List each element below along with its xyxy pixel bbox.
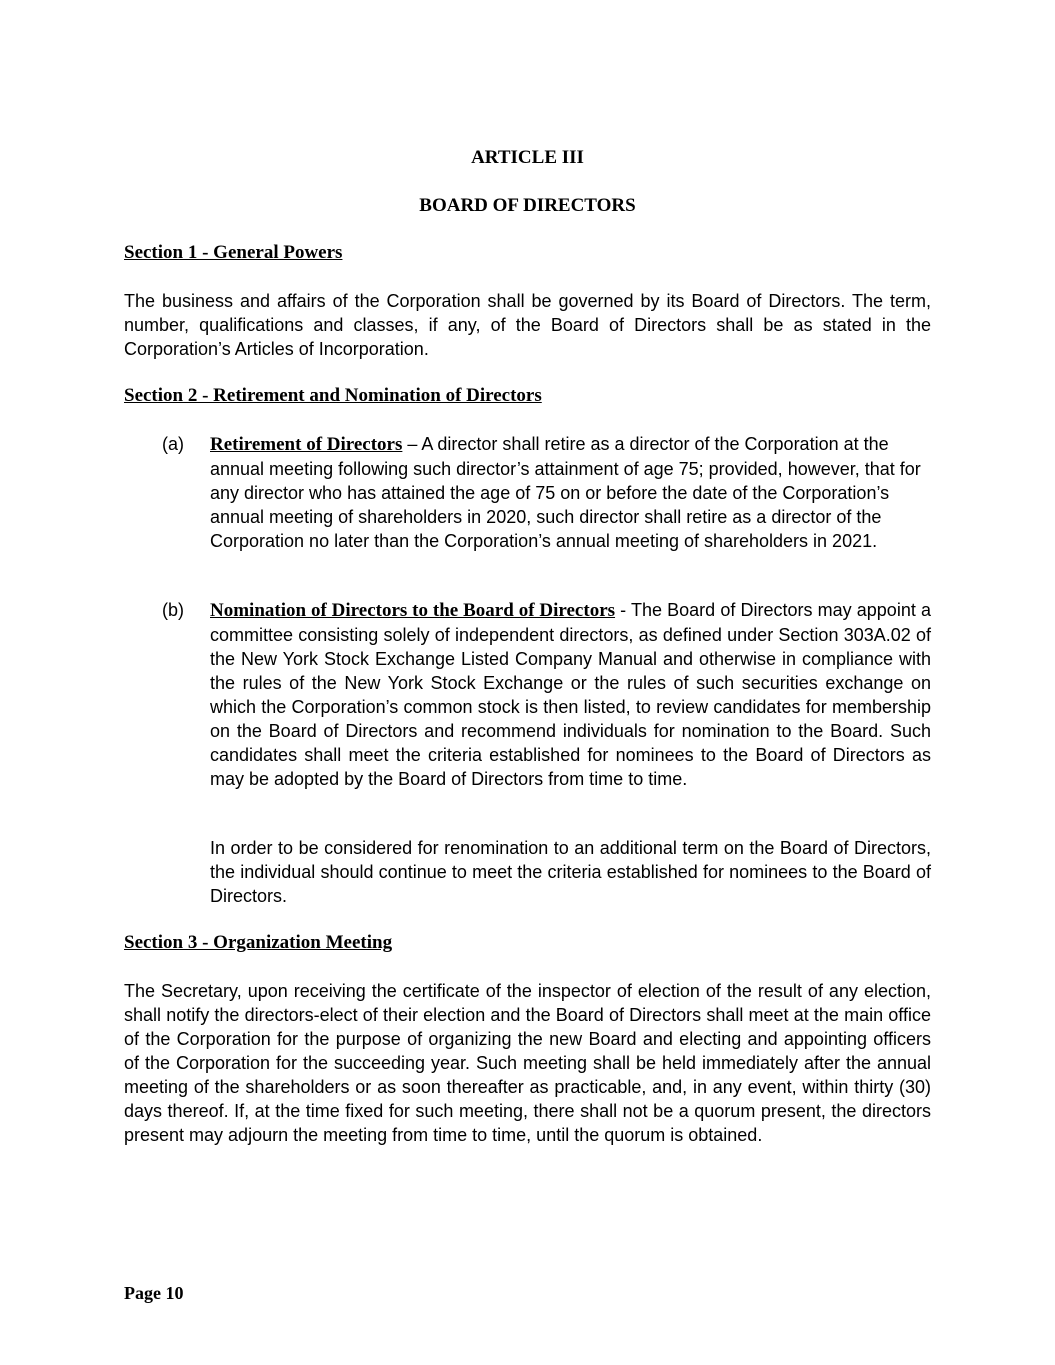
- item-a-body: [210, 432, 931, 553]
- article-title: BOARD OF DIRECTORS: [419, 195, 636, 216]
- page-number: Page 10: [124, 1283, 184, 1303]
- item-a-text: – A director shall retire as a director of the Corporation at the annual meeting following such director’s attainment of age 75; provided, however, that for any director who has attained the age of 75 on or before the date of the Corporation’s annual meeting of shareholders in 2020, such director shall retire as a director of the Corporation no later than the Corporation’s annual meeting of shareholders in 2021.: [210, 434, 921, 551]
- section-3-heading: Section 3 - Organization Meeting: [124, 932, 393, 953]
- item-b-title: Nomination of Directors to the Board of Directors: [210, 600, 616, 621]
- item-b-body: [210, 598, 931, 791]
- item-b-label: (b): [162, 600, 184, 620]
- section-2-heading: Section 2 - Retirement and Nomination of Directors: [124, 385, 542, 406]
- section-1-heading: Section 1 - General Powers: [124, 242, 343, 263]
- item-b-text: - The Board of Directors may appoint a committee consisting solely of independent directors, as defined under Section 303A.02 of the New York Stock Exchange Listed Company Manual and otherwise in compliance with the rules of the New York Stock Exchange or the rules of such securities exchange on which the Corporation’s common stock is then listed, to review candidates for membership on the Board of Directors and recommend individuals for nomination to the Board. Such candidates shall meet the criteria established for nominees to the Board of Directors as may be adopted by the Board of Directors from time to time.: [210, 600, 931, 789]
- article-number: ARTICLE III: [471, 147, 584, 168]
- section-1-body: The business and affairs of the Corporation shall be governed by its Board of Directors. The term, number, qualifications and classes, if any, of the Board of Directors shall be as stated in the Corporation’s Articles of Incorporation.: [124, 291, 931, 359]
- section-3-body: The Secretary, upon receiving the certificate of the inspector of election of the result of any election, shall notify the directors-elect of their election and the Board of Directors shall meet at the main office of the Corporation for the purpose of organizing the new Board and electing and appointing officers of the Corporation for the succeeding year. Such meeting shall be held immediately after the annual meeting of the shareholders or as soon thereafter as practicable, and, in any event, within thirty (30) days thereof. If, at the time fixed for such meeting, there shall not be a quorum present, the directors present may adjourn the meeting from time to time, until the quorum is obtained.: [124, 981, 931, 1145]
- item-b-continuation: In order to be considered for renomination to an additional term on the Board of Directors, the individual should continue to meet the criteria established for nominees to the Board of Directors.: [210, 838, 931, 906]
- item-a-label: (a): [162, 434, 184, 454]
- item-a-title: Retirement of Directors: [210, 434, 403, 455]
